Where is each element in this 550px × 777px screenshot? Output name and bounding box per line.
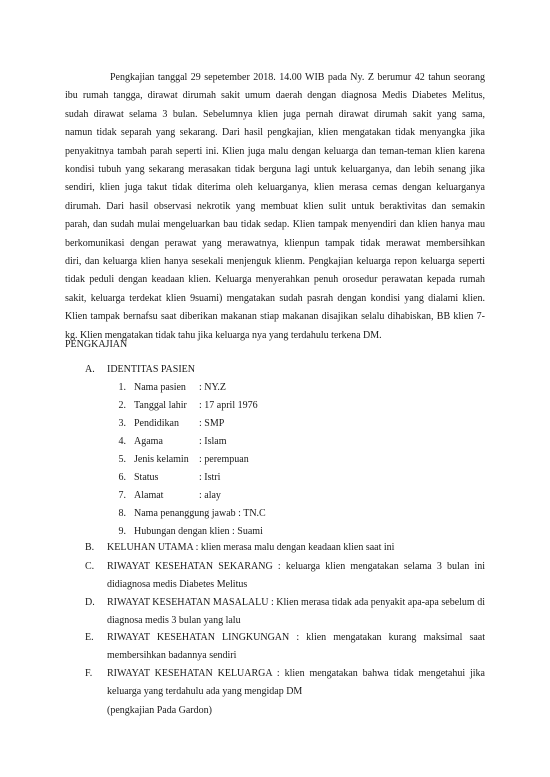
paragraph-line: Klien tampak bernafsu saat diberikan makanan stiap makanan disajikan selalu dihabiskan, BB klien 7-	[65, 311, 485, 323]
item-label: Jenis kelamin	[134, 454, 189, 465]
paragraph-line: diri, dan keluarga klien hanya sesekali menjenguk klienm. Pengkajian keluarga repon keluarga seperti	[65, 256, 485, 268]
section-text: KELUHAN UTAMA : klien merasa malu dengan keadaan klien saat ini	[107, 542, 395, 553]
section-letter: B.	[85, 542, 95, 553]
section-e	[85, 629, 485, 666]
item-label: Pendidikan	[134, 418, 179, 429]
item-label: Alamat	[134, 490, 164, 501]
item-value: : 17 april 1976	[199, 400, 258, 411]
paragraph-line: penyakitnya tambah parah seperti ini. Klien juga malu dengan keluarga dan teman-teman klien karena	[65, 145, 485, 157]
section-f	[85, 665, 485, 720]
section-letter: A.	[85, 364, 95, 375]
item-number: 9.	[118, 526, 126, 537]
section-letter: C.	[85, 561, 95, 572]
item-text: Hubungan dengan klien : Suami	[134, 526, 263, 537]
section-letter: E.	[85, 632, 94, 643]
item-number: 1.	[118, 382, 126, 393]
section-text: RIWAYAT KESEHATAN SEKARANG : keluarga klien mengatakan selama 3 bulan ini didiagnosa medis Diabetes Melitus	[107, 561, 485, 591]
paragraph-line: kondisi tubuh yang sekarang merasakan tidak berguna lagi untuk keluarganya, dan lebih senang jika	[65, 164, 485, 176]
paragraph-line: sudah dirawat selama 3 bulan. Sebelumnya klien juga pernah dirawat dirumah sakit yang sama,	[65, 108, 485, 120]
paragraph-line: sendiri, klien juga takut tidak diterima oleh keluarganya, klien merasa cemas dengan keluarganya	[65, 182, 485, 194]
item-label: Nama pasien	[134, 382, 186, 393]
item-label: Agama	[134, 436, 163, 447]
paragraph-line: berkomunikasi dengan perawat yang merawatnya, klienpun tampak tidak merawat membersihkan	[65, 237, 485, 249]
paragraph-line: namun tidak separah yang sekarang. Dari hasil pengkajian, klien mengatakan tidak menyangka jika	[65, 127, 485, 139]
item-value: : perempuan	[199, 454, 249, 465]
item-label: Tanggal lahir	[134, 400, 187, 411]
section-c	[85, 558, 485, 595]
section-note: (pengkajian Pada Gardon)	[107, 704, 212, 716]
item-value: : NY.Z	[199, 382, 227, 393]
item-number: 8.	[118, 508, 126, 519]
paragraph-line: sakit, keluarga terdekat klien 9suami) mengatakan sudah pasrah dengan kondisi yang dialami klien.	[65, 292, 485, 304]
section-letter: F.	[85, 668, 93, 679]
item-number: 2.	[118, 400, 126, 411]
section-text: RIWAYAT KESEHATAN KELUARGA : klien mengatakan bahwa tidak mengetahui jika keluarga yang terdahulu ada yang mengidap DM	[107, 668, 485, 698]
item-number: 7.	[118, 490, 126, 501]
section-heading: PENGKAJIAN	[65, 339, 128, 350]
paragraph-line: dirumah. Dari hasil observasi nekrotik yang membuat klien sulit untuk beraktivitas dan semakin	[65, 200, 485, 212]
paragraph-line: ibu rumah tangga, dirawat dirumah sakit umum daerah dengan diagnosa Medis Diabetes Melitus,	[65, 90, 485, 102]
item-value: : Istri	[199, 472, 221, 483]
paragraph-line: tidak peduli dengan keadaan klien. Keluarga menyerahkan penuh orosedur perawatan kepada rumah	[65, 274, 485, 286]
item-value: : SMP	[199, 418, 225, 429]
section-b	[85, 539, 485, 557]
item-number: 6.	[118, 472, 126, 483]
paragraph-line: parah, dan sudah mulai mengeluarkan bau tidak sedap. Klien tampak menyendiri dan klien hanya mau	[65, 219, 485, 231]
section-text: RIWAYAT KESEHATAN MASALALU : Klien merasa tidak ada penyakit apa-apa sebelum di diagnosa medis 3 bulan yang lalu	[107, 597, 485, 627]
section-title: IDENTITAS PASIEN	[107, 364, 195, 375]
section-d	[85, 594, 485, 631]
intro-paragraph	[65, 69, 485, 345]
paragraph-line: kg. Klien mengatakan tidak tahu jika keluarga nya yang terdahulu terkena DM.	[65, 329, 382, 341]
item-text: Nama penanggung jawab : TN.C	[134, 508, 266, 519]
section-text: RIWAYAT KESEHATAN LINGKUNGAN : klien mengatakan kurang maksimal saat membersihkan badannya sendiri	[107, 632, 485, 662]
item-value: : alay	[199, 490, 221, 501]
item-label: Status	[134, 472, 159, 483]
item-number: 3.	[118, 418, 126, 429]
section-letter: D.	[85, 597, 95, 608]
paragraph-line: Pengkajian tanggal 29 sepetember 2018. 14.00 WIB pada Ny. Z berumur 42 tahun seorang	[110, 72, 485, 83]
section-a	[85, 361, 485, 379]
item-value: : Islam	[199, 436, 227, 447]
item-number: 5.	[118, 454, 126, 465]
item-number: 4.	[118, 436, 126, 447]
